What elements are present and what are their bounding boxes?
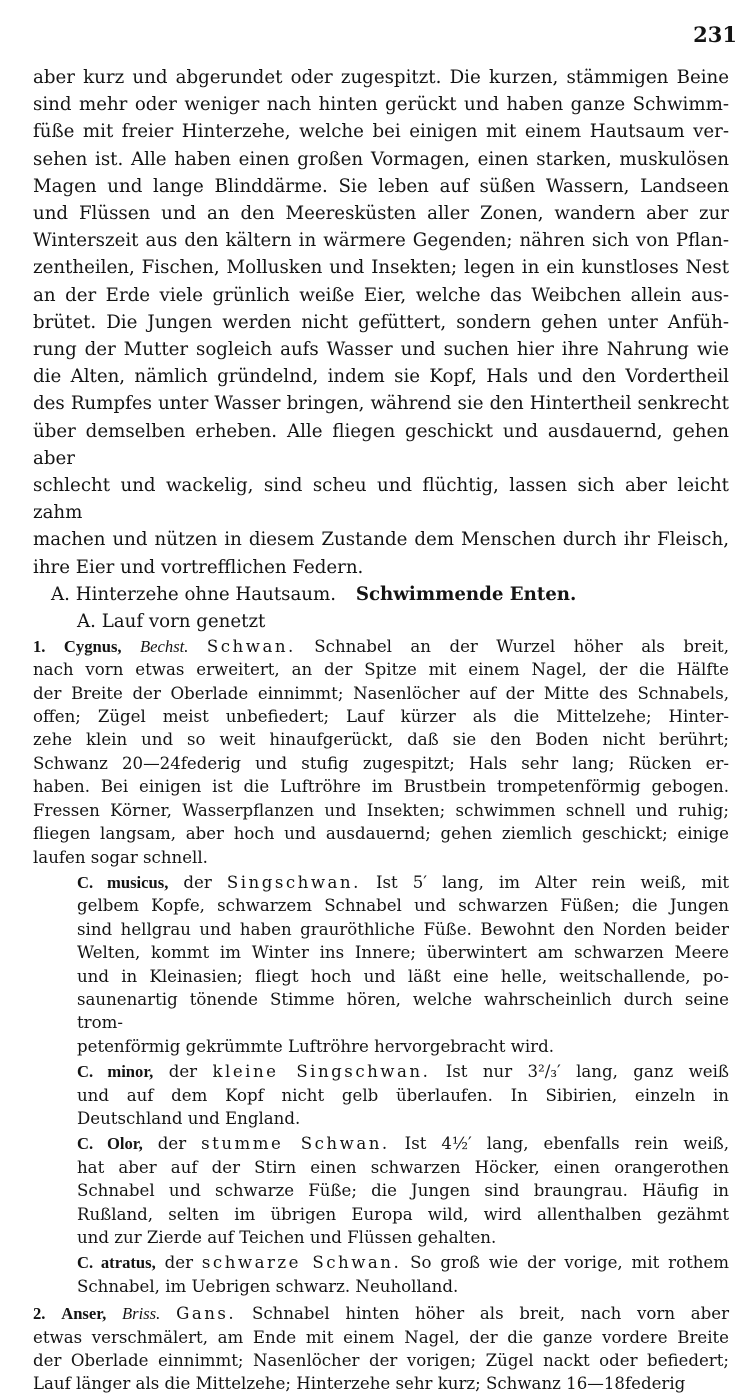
text-line: zehe klein und so weit hinaufgerückt, daß sie den Boden nicht berührt; [33,730,729,750]
entry-text: Schnabel an der Wurzel höher als breit, [314,636,729,656]
text-line: petenförmig gekrümmte Luftröhre hervorgebracht wird. [77,1036,555,1056]
text-line: gelbem Kopfe, schwarzem Schnabel und schwarzen Füßen; die Jungen [77,896,729,916]
entry-text: Ist 4½′ lang, ebenfalls rein weiß, [404,1134,730,1154]
article: der [183,872,212,892]
text-line: sind mehr oder weniger nach hinten gerückt und haben ganze Schwimm- [33,94,729,116]
subsection-text: Lauf vorn genetzt [101,610,266,632]
section-title: Schwimmende Enten. [355,583,577,605]
species-name: C. musicus, [77,872,169,892]
common-name: Singschwan. [226,872,361,892]
entry-first-line [33,1302,729,1325]
page-content [33,64,729,1396]
text-line: nach vorn etwas erweitert, an der Spitze mit einem Nagel, der die Hälfte [33,660,729,680]
common-name: schwarze Schwan. [201,1253,402,1273]
text-line: Magen und lange Blinddärme. Sie leben auf süßen Wassern, Landseen [33,175,729,197]
entry-text: Ist nur 3²/₃′ lang, ganz weiß [445,1062,729,1082]
text-line: machen und nützen in diesem Zustande dem Menschen durch ihr Fleisch, [33,529,729,551]
text-line: zentheilen, Fischen, Mollusken und Insekten; legen in ein kunstloses Nest [33,257,729,279]
article: der [164,1253,193,1273]
entry-first-line [77,1132,729,1155]
text-line: rung der Mutter sogleich aufs Wasser und suchen hier ihre Nahrung wie [33,339,729,361]
text-line: und in Kleinasien; fliegt hoch und läßt eine helle, weitschallende, po- [77,966,729,986]
subsection-heading [33,608,729,635]
entry-text: Schnabel hinten höher als breit, nach vorn aber [251,1304,730,1324]
section-label: A. [51,583,70,605]
page-number: 231 [693,22,737,47]
common-name: Gans. [176,1304,237,1324]
section-text: Hinterzehe ohne Hautsaum. [75,583,337,605]
text-line: des Rumpfes unter Wasser bringen, während sie den Hintertheil senkrecht [33,393,729,415]
genus-name: Anser, [61,1304,107,1324]
text-line: brütet. Die Jungen werden nicht gefüttert, sondern gehen unter Anfüh- [33,311,729,333]
author-abbrev: Bechst. [140,636,189,656]
entry-first-line [33,635,729,658]
text-line: der Breite der Oberlade einnimmt; Nasenlöcher auf der Mitte des Schnabels, [33,683,729,703]
entry-first-line [77,1060,729,1083]
article: der [168,1062,198,1082]
text-line: Winterszeit aus den kältern in wärmere Gegenden; nähren sich von Pflan- [33,230,729,252]
text-line: Schwanz 20—24federig und stufig zugespitzt; Hals sehr lang; Rücken er- [33,753,729,773]
text-line: aber kurz und abgerundet oder zugespitzt. Die kurzen, stämmigen Beine [33,67,729,88]
text-line: Lauf länger als die Mittelzehe; Hinterzehe sehr kurz; Schwanz 16—18federig [33,1374,686,1394]
species-entry-musicus [33,871,729,1058]
text-line: sind hellgrau und haben grauröthliche Füße. Bewohnt den Norden beider [77,919,729,939]
species-name: C. Olor, [77,1134,143,1154]
text-line: und auf dem Kopf nicht gelb überlaufen. In Sibirien, einzeln in [77,1085,729,1105]
entry-text: Ist 5′ lang, im Alter rein weiß, mit [375,872,729,892]
text-line: schlecht und wackelig, sind scheu und flüchtig, lassen sich aber leicht zahm [33,475,729,524]
entry-text: So groß wie der vorige, mit rothem [410,1253,729,1273]
species-entry-atratus [33,1251,729,1298]
text-line: an der Erde viele grünlich weiße Eier, welche das Weibchen allein aus- [33,284,729,306]
text-line: der Oberlade einnimmt; Nasenlöcher der vorigen; Zügel nackt oder befiedert; [33,1351,729,1371]
text-line: Welten, kommt im Winter ins Innere; überwintert am schwarzen Meere [77,943,729,963]
text-line: sehen ist. Alle haben einen großen Vormagen, einen starken, muskulösen [33,148,729,170]
entry-number: 1. [33,636,46,656]
intro-paragraph [33,64,729,581]
common-name: stumme Schwan. [201,1134,390,1154]
text-line: und zur Zierde auf Teichen und Flüssen gehalten. [77,1228,497,1248]
text-line: Rußland, selten im übrigen Europa wild, wird allenthalben gezähmt [77,1204,729,1224]
text-line: ihre Eier und vortrefflichen Federn. [33,556,364,578]
text-line: offen; Zügel meist unbefiedert; Lauf kürzer als die Mittelzehe; Hinter- [33,707,729,727]
text-line: über demselben erheben. Alle fliegen geschickt und ausdauernd, gehen aber [33,420,729,469]
genus-name: Cygnus, [63,636,122,656]
subsection-label: A. [77,610,96,632]
text-line: Deutschland und England. [77,1108,301,1128]
common-name: kleine Singschwan. [212,1062,431,1082]
entry-number: 2. [33,1304,46,1324]
text-line: etwas verschmälert, am Ende mit einem Nagel, der die ganze vordere Breite [33,1327,729,1347]
text-line: füße mit freier Hinterzehe, welche bei einigen mit einem Hautsaum ver- [33,121,729,143]
genus-entry-anser [33,1302,729,1396]
article: der [157,1134,187,1154]
text-line: die Alten, nämlich gründelnd, indem sie Kopf, Hals und den Vordertheil [33,366,729,388]
common-name: Schwan. [206,636,296,656]
text-line: Fressen Körner, Wasserpflanzen und Insekten; schwimmen schnell und ruhig; [33,800,729,820]
species-entry-minor [33,1060,729,1130]
entry-first-line [77,1251,729,1274]
text-line: Schnabel und schwarze Füße; die Jungen sind braungrau. Häufig in [77,1181,729,1201]
species-entry-olor [33,1132,729,1249]
species-name: C. atratus, [77,1253,156,1273]
species-name: C. minor, [77,1062,154,1082]
entry-first-line [77,871,729,894]
genus-entry-cygnus [33,635,729,869]
text-line: haben. Bei einigen ist die Luftröhre im Brustbein trompetenförmig gebogen. [33,777,729,797]
text-line: saunenartig tönende Stimme hören, welche wahrscheinlich durch seine trom- [77,989,729,1033]
text-line: Schnabel, im Uebrigen schwarz. Neuholland. [77,1276,459,1296]
section-heading [33,581,729,608]
text-line: fliegen langsam, aber hoch und ausdauernd; gehen ziemlich geschickt; einige [33,824,729,844]
text-line: hat aber auf der Stirn einen schwarzen Höcker, einen orangerothen [77,1157,729,1177]
text-line: und Flüssen und an den Meeresküsten aller Zonen, wandern aber zur [33,203,729,225]
author-abbrev: Briss. [122,1304,161,1324]
text-line: laufen sogar schnell. [33,847,208,867]
